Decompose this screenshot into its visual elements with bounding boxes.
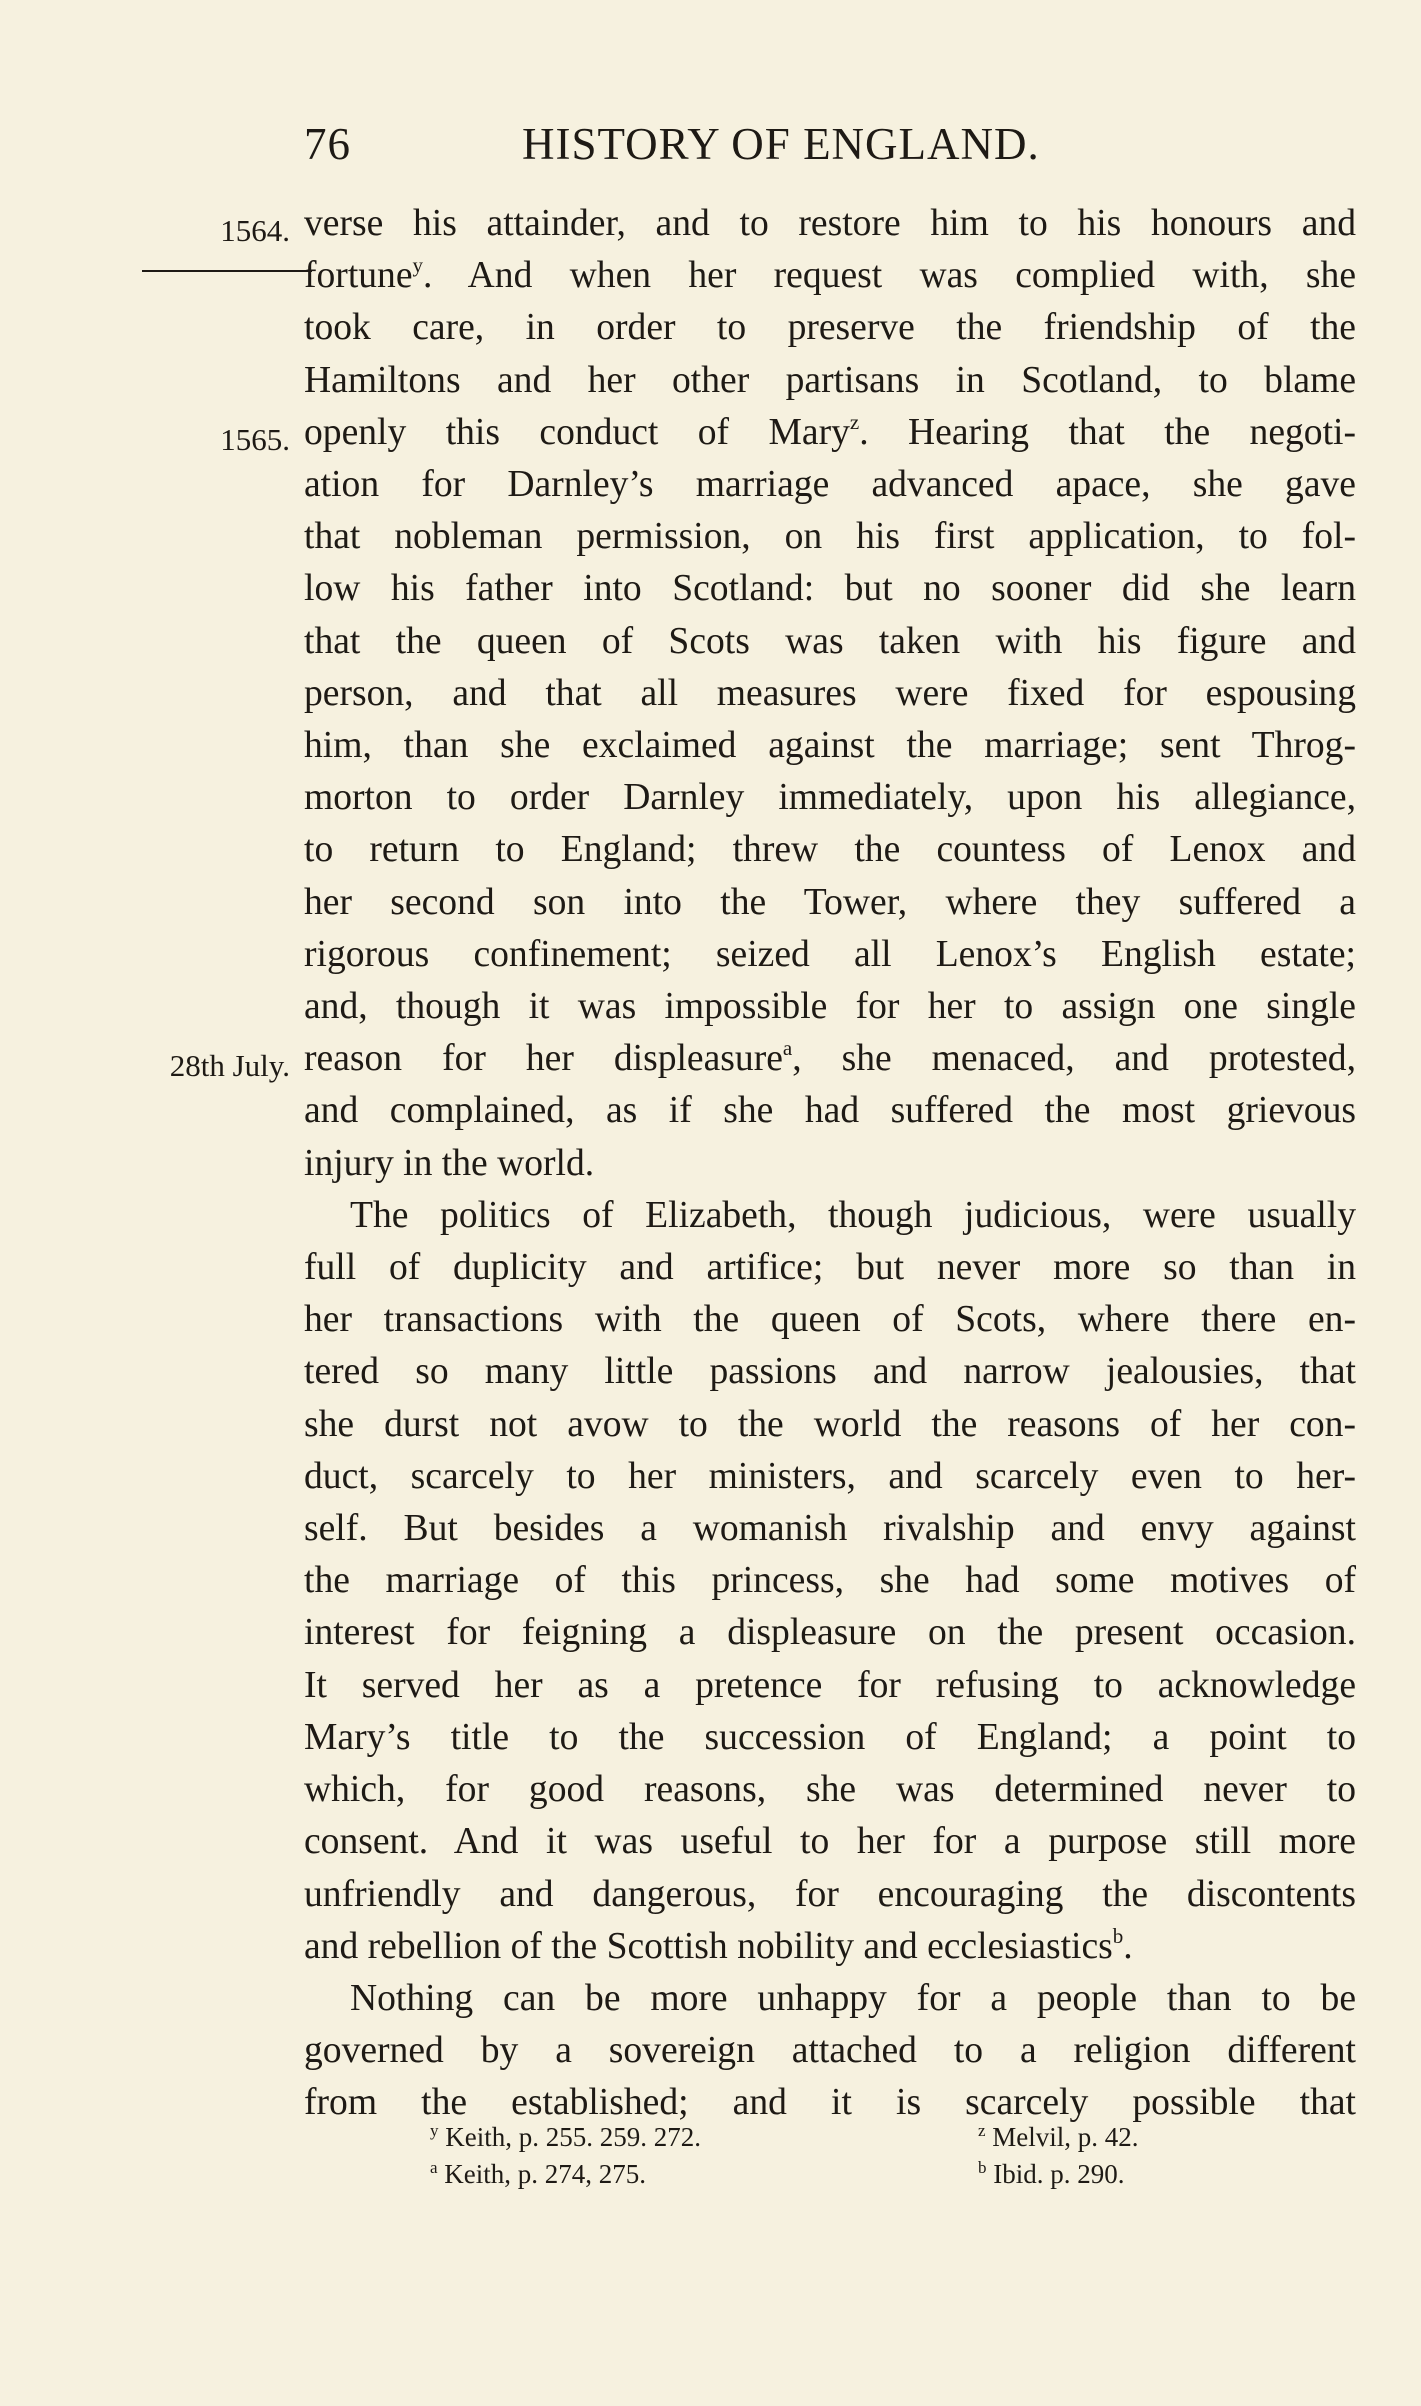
text-line: fortune$^y$. And when her request was complied with, she (304, 253, 1356, 297)
text-line: her transactions with the queen of Scots, where there en- (304, 1299, 1356, 1341)
footnote-mark: y (430, 2121, 439, 2140)
text-line: the marriage of this princess, she had some motives of (304, 1560, 1356, 1602)
text-line: Mary’s title to the succession of England; a point to (304, 1716, 1356, 1758)
footnote-a: $^a$ Keith, p. 274, 275. (430, 2158, 647, 2189)
text-line: morton to order Darnley immediately, upon his allegiance, (304, 777, 1356, 819)
text-line: that nobleman permission, on his first application, to fol- (304, 516, 1356, 558)
footnote-mark: z (978, 2121, 986, 2140)
paragraph-2 (304, 1190, 1356, 1973)
text-line: low his father into Scotland: but no sooner did she learn (304, 568, 1356, 610)
text-line: and rebellion of the Scottish nobility and ecclesiastics$^b$. (304, 1923, 1133, 1967)
text-line: verse his attainder, and to restore him to his honours and (304, 203, 1356, 244)
text-line: It served her as a pretence for refusing to acknowledge (304, 1664, 1356, 1706)
text-line: and, though it was impossible for her to assign one single (304, 986, 1356, 1028)
text-line: which, for good reasons, she was determined never to (304, 1769, 1356, 1811)
text-line: openly this conduct of Mary$^z$. Hearing that the negoti- (304, 409, 1356, 453)
text-line: person, and that all measures were fixed for espousing (304, 672, 1356, 714)
margin-note-year-1565: 1565. (220, 422, 290, 457)
running-title: HISTORY OF ENGLAND. (522, 119, 1040, 169)
page-number: 76 (304, 119, 351, 169)
text-line: full of duplicity and artifice; but never more so than in (304, 1247, 1356, 1289)
text-line: Hamiltons and her other partisans in Scotland, to blame (304, 359, 1356, 401)
footnote-ref: y (412, 253, 424, 278)
footnote-ref: z (849, 409, 860, 434)
margin-note-year-1564: 1564. (220, 213, 290, 248)
paragraph-3 (304, 1973, 1356, 2130)
text-line: injury in the world. (304, 1142, 595, 1184)
margin-rule (142, 270, 312, 272)
paragraph-1 (304, 198, 1356, 1190)
text-line: The politics of Elizabeth, though judicious, were usually (350, 1194, 1356, 1236)
text-line: governed by a sovereign attached to a religion different (304, 2030, 1356, 2072)
text-line: consent. And it was useful to her for a purpose still more (304, 1821, 1356, 1863)
text-line: reason for her displeasure$^a$, she menaced, and protested, (304, 1036, 1356, 1080)
text-line: that the queen of Scots was taken with his figure and (304, 620, 1356, 662)
text-line: Nothing can be more unhappy for a people than to be (350, 1977, 1356, 2019)
footnote-b: $^b$ Ibid. p. 290. (978, 2158, 1125, 2189)
text-line: her second son into the Tower, where they suffered a (304, 881, 1356, 923)
text-line: to return to England; threw the countess of Lenox and (304, 829, 1356, 871)
footnote-z: $^z$ Melvil, p. 42. (978, 2121, 1139, 2152)
margin-note-date-28th-july: 28th July. (169, 1048, 290, 1083)
text-line: him, than she exclaimed against the marriage; sent Throg- (304, 725, 1356, 767)
text-line: she durst not avow to the world the reasons of her con- (304, 1403, 1356, 1445)
footnote-y: $^y$ Keith, p. 255. 259. 272. (430, 2121, 701, 2152)
main-text (304, 198, 1356, 2130)
text-line: tered so many little passions and narrow jealousies, that (304, 1351, 1356, 1393)
text-line: duct, scarcely to her ministers, and scarcely even to her- (304, 1455, 1356, 1497)
footnote-ref: b (1112, 1923, 1124, 1948)
text-line: interest for feigning a displeasure on the present occasion. (304, 1612, 1356, 1654)
text-line: from the established; and it is scarcely possible that (304, 2082, 1356, 2124)
text-line: took care, in order to preserve the friendship of the (304, 307, 1356, 349)
footnote-ref: a (782, 1036, 793, 1061)
text-line: rigorous confinement; seized all Lenox’s English estate; (304, 933, 1356, 975)
footnote-mark: a (430, 2158, 438, 2177)
text-line: self. But besides a womanish rivalship and envy against (304, 1508, 1356, 1550)
running-header (304, 118, 1356, 178)
text-line: ation for Darnley’s marriage advanced apace, she gave (304, 464, 1356, 506)
text-line: and complained, as if she had suffered the most grievous (304, 1090, 1356, 1132)
text-line: unfriendly and dangerous, for encouraging the discontents (304, 1873, 1356, 1915)
footnote-mark: b (978, 2158, 987, 2177)
